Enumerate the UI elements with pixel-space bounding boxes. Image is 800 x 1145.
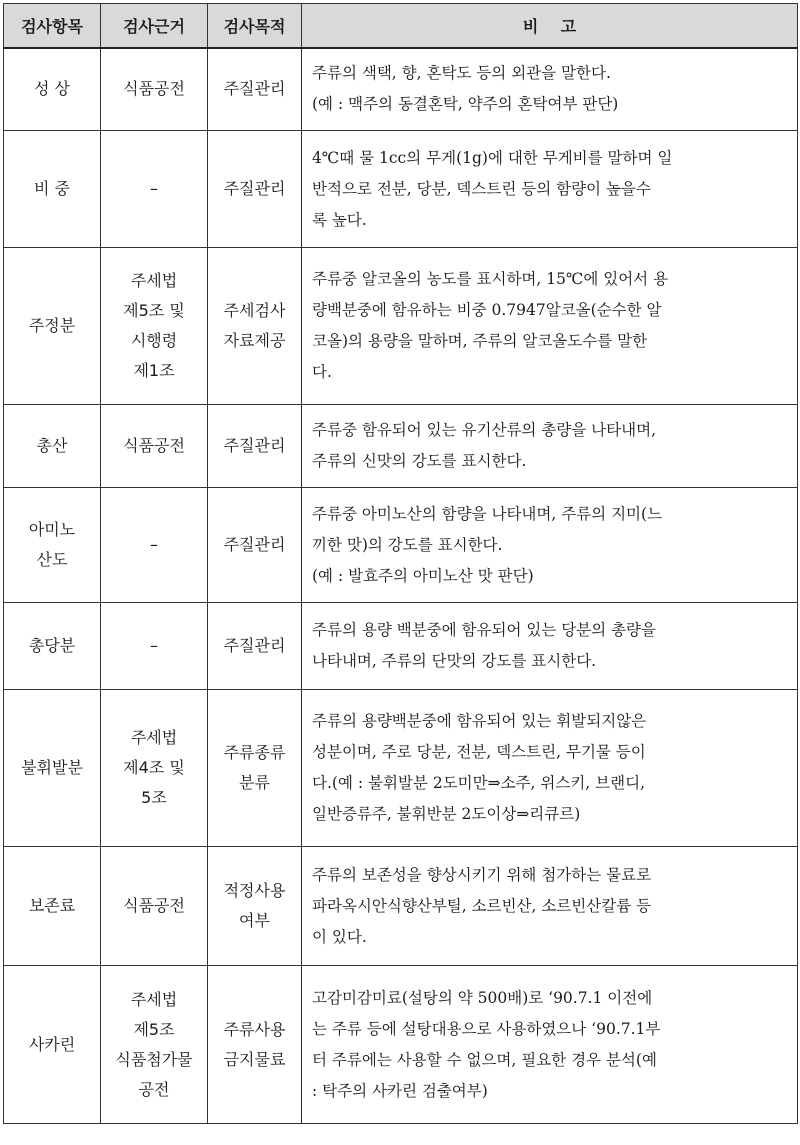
header-purpose: 검사목적: [208, 4, 302, 48]
inspection-table: [3, 3, 798, 1124]
inspection-basis-line: 식품공전: [123, 79, 185, 99]
inspection-basis: [101, 248, 208, 405]
inspection-purpose: [208, 248, 302, 405]
inspection-note-line: 나타내며, 주류의 단맛의 강도를 표시한다.: [312, 652, 597, 670]
inspection-note: [302, 48, 798, 131]
inspection-basis-line: 식품공전: [123, 896, 185, 915]
inspection-note-line: 주류의 보존성을 향상시키기 위해 첨가하는 물료로: [312, 865, 652, 884]
inspection-item: [4, 847, 101, 966]
inspection-basis: [101, 131, 208, 248]
inspection-purpose-line: 자료제공: [223, 331, 286, 350]
inspection-note-line: 반적으로 전분, 당분, 덱스트린 등의 함량이 높을수: [312, 179, 651, 198]
inspection-note-line: 주류의 용량백분중에 함유되어 있는 휘발되지않은: [312, 712, 647, 730]
inspection-note-line: 다.: [312, 363, 332, 381]
inspection-basis-line: –: [150, 636, 158, 655]
inspection-basis-line: 제5조 및: [123, 301, 185, 320]
inspection-purpose: [208, 847, 302, 966]
inspection-note-line: 주류중 함유되어 있는 유기산류의 총량을 나타내며,: [312, 421, 656, 439]
inspection-note-line: 이 있다.: [312, 927, 367, 946]
inspection-note-line: 코올)의 용량을 말하며, 주류의 알코올도수를 말한: [312, 332, 648, 350]
table-row: [4, 131, 798, 248]
inspection-basis: [101, 690, 208, 847]
inspection-note-line: 고감미감미료(설탕의 약 500배)로 ‘90.7.1 이전에: [312, 988, 653, 1007]
inspection-purpose: [208, 690, 302, 847]
inspection-purpose-line: 분류: [239, 773, 270, 792]
table-row: [4, 405, 798, 488]
inspection-basis: [101, 847, 208, 966]
inspection-note: [302, 847, 798, 966]
inspection-purpose-line: 주류사용: [223, 1019, 286, 1039]
inspection-note-line: (예 : 맥주의 동결혼탁, 약주의 혼탁여부 판단): [312, 95, 619, 114]
inspection-note: [302, 248, 798, 405]
header-item: 검사항목: [4, 4, 101, 48]
header-basis: 검사근거: [101, 4, 208, 48]
table-row: [4, 48, 798, 131]
inspection-basis-line: 주세법: [130, 989, 178, 1009]
inspection-purpose: [208, 488, 302, 603]
inspection-item: [4, 966, 101, 1124]
inspection-item-line: 아미노: [28, 520, 76, 539]
inspection-note-line: (예 : 발효주의 아미노산 맛 판단): [312, 566, 534, 585]
inspection-item: [4, 603, 101, 690]
inspection-basis-line: –: [150, 535, 158, 554]
inspection-note-line: 4℃때 물 1cc의 무게(1g)에 대한 무게비를 말하며 일: [312, 148, 673, 167]
inspection-purpose-line: 적정사용: [223, 881, 286, 900]
inspection-item-line: 불휘발분: [21, 758, 83, 777]
inspection-purpose-line: 주류종류: [223, 743, 286, 762]
inspection-item-line: 보존료: [28, 896, 76, 915]
inspection-note-line: 끼한 맛)의 강도를 표시한다.: [312, 535, 503, 554]
inspection-purpose: [208, 966, 302, 1124]
inspection-item: [4, 248, 101, 405]
header-row: [4, 4, 798, 48]
inspection-basis: [101, 48, 208, 131]
inspection-item: [4, 488, 101, 603]
inspection-item: [4, 131, 101, 248]
inspection-purpose-line: 주세검사: [223, 301, 286, 320]
inspection-note-line: 주류중 아미노산의 함량을 나타내며, 주류의 지미(느: [312, 504, 663, 523]
table-row: [4, 248, 798, 405]
inspection-purpose-line: 주질관리: [223, 79, 286, 99]
inspection-note: [302, 488, 798, 603]
inspection-purpose-line: 주질관리: [223, 179, 286, 198]
inspection-note-line: 주류의 용량 백분중에 함유되어 있는 당분의 총량을: [312, 621, 656, 639]
inspection-item-line: 사카린: [28, 1034, 76, 1054]
inspection-note: [302, 131, 798, 248]
inspection-purpose: [208, 131, 302, 248]
inspection-purpose: [208, 405, 302, 488]
inspection-note-line: 주류의 신맛의 강도를 표시한다.: [312, 452, 527, 470]
inspection-note-line: 록 높다.: [312, 210, 367, 229]
inspection-basis-line: –: [150, 179, 158, 198]
inspection-note: [302, 405, 798, 488]
inspection-basis-line: 식품첨가물: [115, 1049, 193, 1069]
table-row: [4, 603, 798, 690]
inspection-basis: [101, 603, 208, 690]
inspection-item-line: 총당분: [28, 636, 76, 655]
inspection-basis: [101, 488, 208, 603]
inspection-basis-line: 식품공전: [123, 436, 185, 455]
inspection-basis-line: 공전: [138, 1079, 170, 1099]
inspection-basis: [101, 405, 208, 488]
inspection-item-line: 주정분: [28, 316, 76, 335]
inspection-note-line: 다.(예 : 불휘발분 2도미만⇒소주, 위스키, 브랜디,: [312, 774, 646, 792]
header-note: 비 고: [302, 4, 798, 48]
inspection-note-line: 파라옥시안식향산부틸, 소르빈산, 소르빈산칼륨 등: [312, 896, 652, 915]
inspection-item-line: 비 중: [34, 179, 70, 198]
inspection-item-line: 총산: [36, 436, 68, 455]
inspection-basis-line: 제4조 및: [123, 758, 185, 777]
inspection-purpose: [208, 603, 302, 690]
inspection-purpose-line: 주질관리: [223, 535, 286, 554]
inspection-note-line: 량백분중에 함유하는 비중 0.7947알코올(순수한 알: [312, 301, 662, 319]
inspection-basis-line: 시행령: [130, 331, 178, 350]
table-row: [4, 690, 798, 847]
inspection-purpose-line: 주질관리: [223, 436, 286, 455]
inspection-note-line: 일반증류주, 불휘반분 2도이상⇒리큐르): [312, 805, 581, 823]
inspection-note-line: 주류중 알코올의 농도를 표시하며, 15℃에 있어서 용: [312, 270, 669, 288]
inspection-note-line: 는 주류 등에 설탕대용으로 사용하였으나 ‘90.7.1부: [312, 1019, 661, 1038]
inspection-note-line: 주류의 색택, 향, 혼탁도 등의 외관을 말한다.: [312, 64, 611, 83]
inspection-note-line: 성분이며, 주로 당분, 전분, 덱스트린, 무기물 등이: [312, 743, 646, 761]
inspection-note: [302, 603, 798, 690]
inspection-purpose-line: 주질관리: [223, 636, 286, 655]
inspection-item-line: 성 상: [34, 79, 70, 99]
inspection-basis: [101, 966, 208, 1124]
inspection-basis-line: 제1조: [133, 361, 175, 380]
table-row: [4, 847, 798, 966]
inspection-item: [4, 690, 101, 847]
inspection-purpose-line: 금지물료: [223, 1049, 286, 1069]
inspection-item: [4, 405, 101, 488]
inspection-basis-line: 주세법: [130, 728, 178, 747]
inspection-item-line: 산도: [36, 550, 68, 569]
inspection-note-line: 터 주류에는 사용할 수 없으며, 필요한 경우 분석(예: [312, 1050, 657, 1069]
table-row: [4, 488, 798, 603]
inspection-purpose: [208, 48, 302, 131]
inspection-item: [4, 48, 101, 131]
inspection-basis-line: 5조: [141, 788, 167, 807]
inspection-basis-line: 주세법: [130, 271, 178, 290]
inspection-basis-line: 제5조: [133, 1019, 175, 1039]
table-row: [4, 966, 798, 1124]
inspection-note: [302, 690, 798, 847]
inspection-purpose-line: 여부: [239, 911, 270, 930]
inspection-note-line: : 탁주의 사카린 검출여부): [312, 1081, 488, 1100]
inspection-note: [302, 966, 798, 1124]
